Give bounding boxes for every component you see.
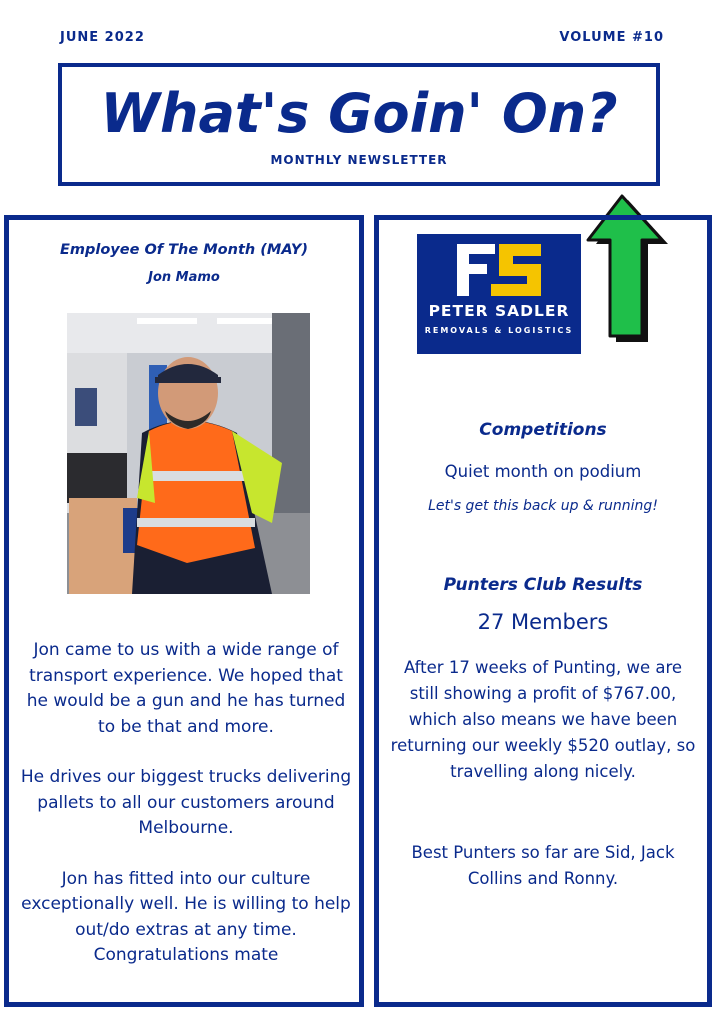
newsletter-subtitle: MONTHLY NEWSLETTER [270,153,448,167]
ps-logo-mark-icon [457,244,543,296]
punters-best [387,840,699,892]
employee-panel [4,215,364,1007]
employee-name: Jon Mamo [148,270,220,285]
punters-members: 27 Members [477,610,609,634]
competitions-tagline: Let's get this back up & running! [428,498,658,514]
employee-photo [67,313,310,594]
employee-body [19,638,353,994]
volume-label: VOLUME #10 [559,30,664,45]
employee-paragraph: Jon came to us with a wide range of transport experience. We hoped that he would be a gun and he has turned to be that and more. [26,640,346,737]
best-punters-text: Best Punters so far are Sid, Jack Collins and Ronny. [411,843,675,888]
newsletter-title: What's Goin' On? [100,82,618,145]
punters-results-text: After 17 weeks of Punting, we are still showing a profit of $767.00, which also means we have been returning our weekly $520 outlay, so travelling along nicely. [390,658,696,781]
competitions-line: Quiet month on podium [444,462,642,481]
company-logo [417,234,581,354]
punters-heading: Punters Club Results [443,575,643,595]
logo-company-name: PETER SADLER [428,302,570,320]
masthead [58,63,660,186]
employee-heading: Employee Of The Month (MAY) [59,242,309,258]
logo-tagline: REMOVALS & LOGISTICS [424,326,574,335]
date-label: JUNE 2022 [60,30,145,45]
news-panel [374,215,712,1007]
employee-paragraph: Jon has fitted into our culture exceptionally well. He is willing to help out/do extras at any time. Congratulations mate [21,868,351,965]
employee-paragraph: He drives our biggest trucks delivering pallets to all our customers around Melbourne. [20,767,352,838]
punters-body [387,655,699,785]
competitions-heading: Competitions [479,420,607,440]
